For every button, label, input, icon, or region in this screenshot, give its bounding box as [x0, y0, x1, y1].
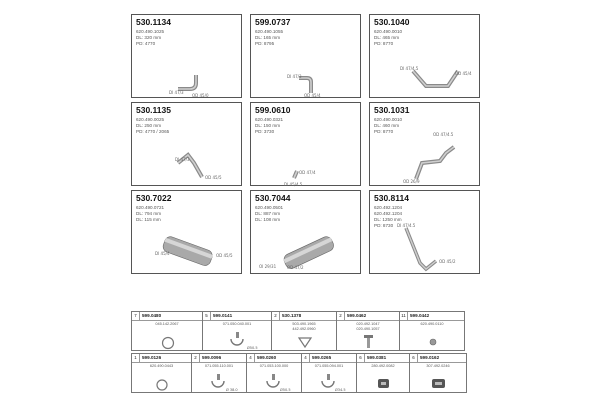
part-card — [131, 14, 242, 98]
accessory-cell — [336, 311, 400, 351]
part-card — [369, 102, 480, 186]
s-bend-pipe-drawing — [370, 15, 481, 99]
clamp-drawing — [302, 354, 358, 394]
part-card — [131, 102, 242, 186]
accessory-cell — [399, 311, 465, 351]
nut-drawing — [400, 312, 466, 352]
part-card — [369, 190, 480, 274]
part-code: 599.0737 — [255, 17, 291, 27]
dimension-pd: PD: 8770 — [374, 129, 394, 134]
quantity: 4 — [302, 354, 310, 362]
clamp-drawing — [192, 354, 248, 394]
dim-label: OD 45/4 — [304, 93, 321, 98]
part-code: 530.1031 — [374, 105, 410, 115]
part-code: 599.0260 — [257, 355, 277, 360]
oe-number: 620.490.1025 — [136, 29, 165, 34]
oe-number: 620.490.0010 — [374, 117, 403, 122]
quantity: 2 — [192, 354, 200, 362]
oe-number: 620.490.0025 — [136, 117, 165, 122]
quantity: 1 — [132, 354, 140, 362]
part-code: 530.1040 — [374, 17, 410, 27]
bolt-drawing — [337, 312, 401, 352]
part-code: 530.7044 — [255, 193, 291, 203]
part-card — [250, 102, 361, 186]
dim-label: OD 45/5 — [216, 253, 233, 258]
quantity: 2 — [272, 312, 280, 320]
oe-number: 045.142.2067 — [155, 322, 179, 326]
accessory-cell — [356, 353, 410, 393]
oe-number: 442.492.0960 — [292, 327, 316, 331]
part-code: 599.0096 — [202, 355, 222, 360]
oe-number: 020.490.1057 — [356, 327, 380, 331]
part-code: 599.0610 — [255, 105, 291, 115]
ring-drawing — [132, 312, 204, 352]
accessory-cell — [131, 353, 192, 393]
dim-label: OD 45/4 — [455, 71, 472, 76]
accessory-cell — [246, 353, 302, 393]
dimension-dl: DL: 1250 mm — [374, 217, 402, 222]
straight-pipe-drawing — [251, 103, 362, 187]
accessory-cell — [409, 353, 467, 393]
dimension-pd: PD: 8770 — [374, 41, 394, 46]
part-code: 599.0480 — [142, 313, 162, 318]
dimension-dl: DL: 465 mm — [374, 35, 400, 40]
oe-number: 620.490.0321 — [255, 117, 284, 122]
oe-number: 020.492.1047 — [356, 322, 380, 326]
dimension-pd: DL: 115 mm — [136, 217, 161, 222]
dimension-dl: DL: 165 mm — [255, 35, 281, 40]
part-card — [250, 14, 361, 98]
oe-number: 620.492.1204 — [374, 205, 403, 210]
rubber-mount-drawing — [410, 354, 468, 394]
dim-label: OD 45/2 — [439, 259, 456, 264]
quantity: 11 — [400, 312, 408, 320]
dim-label: DI 47/4.5 — [397, 223, 416, 228]
part-code: 599.0126 — [142, 355, 162, 360]
dim-label: DI 47/3 — [175, 157, 190, 162]
oe-number: 280.492.0082 — [371, 364, 395, 368]
dim-label: DI 45/4.5 — [284, 182, 303, 187]
accessory-row — [131, 311, 467, 351]
dimension-dl: DL: 150 mm — [255, 123, 281, 128]
pipe-bend-drawing — [370, 103, 481, 187]
dim-label: OD 47/2 — [287, 265, 304, 270]
dim-label: DI 47/3 — [287, 74, 302, 79]
long-pipe-drawing — [370, 191, 481, 275]
dimension-pd: PD: 8795 — [255, 41, 275, 46]
dimension-dl: DL: 460 mm — [374, 123, 400, 128]
dim-label: OD 47/4.5 — [433, 132, 454, 137]
part-code: 599.0141 — [213, 313, 233, 318]
dim-label: OD 45/5 — [205, 175, 222, 180]
accessory-row — [131, 353, 467, 393]
part-code: 599.0265 — [312, 355, 332, 360]
part-code: 599.0162 — [420, 355, 440, 360]
quantity: 6 — [357, 354, 365, 362]
muffler-drawing — [132, 191, 243, 275]
dim-label: OI 29/31 — [259, 264, 277, 269]
gasket-drawing — [272, 312, 338, 352]
part-code: 530.8114 — [374, 193, 409, 203]
dimension-pd: DL: 108 mm — [255, 217, 281, 222]
dim-label: DI 47/4.5 — [400, 66, 419, 71]
oe-number: 620.490.1055 — [255, 29, 284, 34]
oe-number: 620.490.0501 — [255, 205, 284, 210]
oe-number: 071.055.110.001 — [204, 364, 234, 368]
part-code: 530.7022 — [136, 193, 172, 203]
oe-number: 620.490.0443 — [149, 364, 174, 368]
oe-number: 071.050.040.001 — [222, 322, 252, 326]
rubber-mount-drawing — [357, 354, 411, 394]
quantity: 4 — [247, 354, 255, 362]
oe-number: 620.490.0721 — [136, 205, 165, 210]
quantity: 2 — [337, 312, 345, 320]
dim-label: OD 45/0 — [192, 93, 209, 98]
diameter-label: Ø50.5 — [280, 388, 291, 392]
dimension-pd: PD: 4770 / 2065 — [136, 129, 170, 134]
dimension-dl: DL: 320 mm — [136, 35, 162, 40]
part-code: 599.0442 — [410, 313, 430, 318]
part-card — [131, 190, 242, 274]
oe-number: 071.055.094.001 — [314, 364, 344, 368]
part-code: 530.1134 — [136, 17, 171, 27]
quantity: 7 — [132, 312, 140, 320]
part-code: 599.0462 — [347, 313, 367, 318]
diameter-label: Ø50.5 — [247, 346, 258, 350]
oe-number: 620.490.0110 — [420, 322, 444, 326]
pipe-bend-drawing — [132, 15, 243, 99]
part-code: 530.1378 — [282, 313, 302, 318]
dimension-pd: PD: 8730 — [374, 223, 394, 228]
part-card — [369, 14, 480, 98]
dim-label: DI 45/4 — [155, 251, 170, 256]
quantity: 5 — [203, 312, 211, 320]
oe-number: 620.492.1204 — [374, 211, 403, 216]
dim-label: DI 47/3 — [169, 90, 184, 95]
accessory-cell — [301, 353, 357, 393]
muffler-drawing — [251, 191, 362, 275]
quantity: 6 — [410, 354, 418, 362]
diameter-label: Ø 38.0 — [226, 388, 238, 392]
pipe-bend-drawing — [132, 103, 243, 187]
clamp-drawing — [203, 312, 273, 352]
oe-number: 307.492.0246 — [426, 364, 450, 368]
dimension-pd: PD: 4770 — [136, 41, 156, 46]
accessory-cell — [271, 311, 337, 351]
dimension-dl: DL: 794 mm — [136, 211, 162, 216]
dimension-pd: PD: 3730 — [255, 129, 275, 134]
dimension-dl: DL: 250 mm — [136, 123, 162, 128]
part-code: 599.0381 — [367, 355, 387, 360]
accessory-cell — [202, 311, 272, 351]
diameter-label: Ø34.5 — [335, 388, 346, 392]
oe-number: 071.053.100.000 — [259, 364, 289, 368]
accessory-cell — [131, 311, 203, 351]
dimension-dl: DL: 887 mm — [255, 211, 281, 216]
part-card — [250, 190, 361, 274]
dim-label: OD 47/4 — [299, 170, 316, 175]
clamp-drawing — [247, 354, 303, 394]
accessory-cell — [191, 353, 247, 393]
part-code: 530.1135 — [136, 105, 171, 115]
oe-number: 503.490.1965 — [292, 322, 316, 326]
oe-number: 620.490.0010 — [374, 29, 403, 34]
short-pipe-drawing — [251, 15, 362, 99]
ring-drawing — [132, 354, 193, 394]
dim-label: OD 26/9 — [403, 179, 420, 184]
